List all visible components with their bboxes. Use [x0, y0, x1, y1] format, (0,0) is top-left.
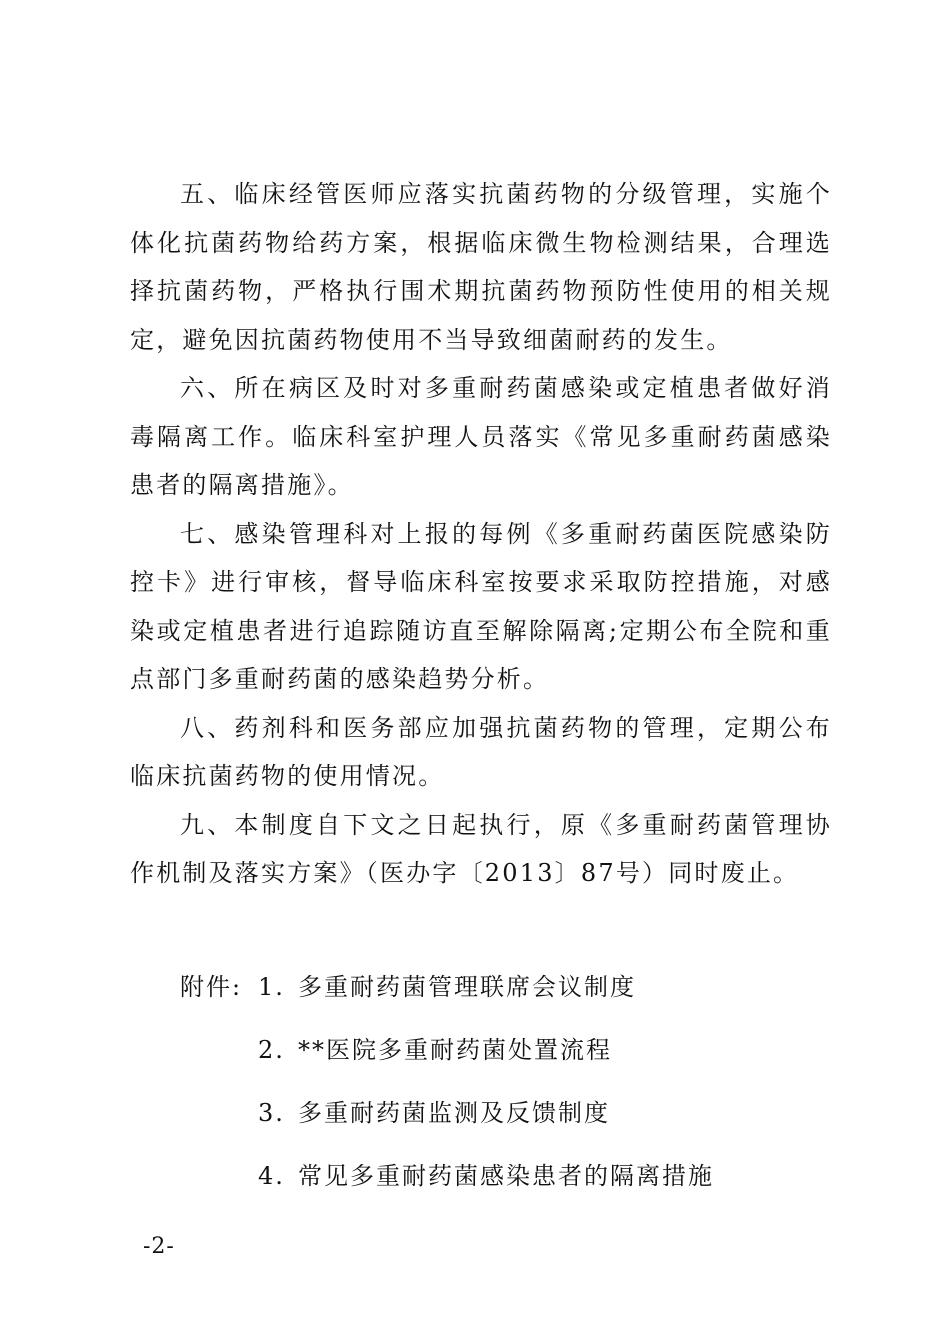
attachment-number: 3. [258, 1099, 285, 1127]
paragraph-8: 八、药剂科和医务部应加强抗菌药物的管理，定期公布临床抗菌药物的使用情况。 [130, 713, 832, 790]
document-body [130, 170, 832, 898]
paragraph-6: 六、所在病区及时对多重耐药菌感染或定植患者做好消毒隔离工作。临床科室护理人员落实《常见多重耐药菌感染患者的隔离措施》。 [130, 374, 832, 499]
paragraph-9: 九、本制度自下文之日起执行，原《多重耐药菌管理协作机制及落实方案》（医办字〔2013〕87号）同时废止。 [130, 810, 832, 887]
paragraph-7: 七、感染管理科对上报的每例《多重耐药菌医院感染防控卡》进行审核，督导临床科室按要求采取防控措施，对感染或定植患者进行追踪随访直至解除隔离;定期公布全院和重点部门多重耐药菌的感染趋势分析。 [130, 519, 832, 693]
attachments-label: 附件: [180, 973, 243, 1001]
attachment-title: 多重耐药菌监测及反馈制度 [298, 1099, 610, 1127]
attachment-item [180, 1151, 820, 1214]
attachments-list [180, 962, 820, 1214]
attachment-title: **医院多重耐药菌处置流程 [298, 1036, 612, 1064]
attachment-title: 多重耐药菌管理联席会议制度 [298, 973, 636, 1001]
attachment-item [180, 1025, 820, 1088]
attachment-number: 4. [258, 1162, 285, 1190]
attachment-item [180, 962, 820, 1025]
attachment-number: 2. [258, 1036, 285, 1064]
attachment-number: 1. [258, 973, 285, 1001]
paragraph-5: 五、临床经管医师应落实抗菌药物的分级管理，实施个体化抗菌药物给药方案，根据临床微生物检测结果，合理选择抗菌药物，严格执行围术期抗菌药物预防性使用的相关规定，避免因抗菌药物使用不当导致细菌耐药的发生。 [130, 180, 832, 354]
page-number: -2- [143, 1234, 175, 1259]
attachment-title: 常见多重耐药菌感染患者的隔离措施 [298, 1162, 714, 1190]
attachment-item [180, 1088, 820, 1151]
